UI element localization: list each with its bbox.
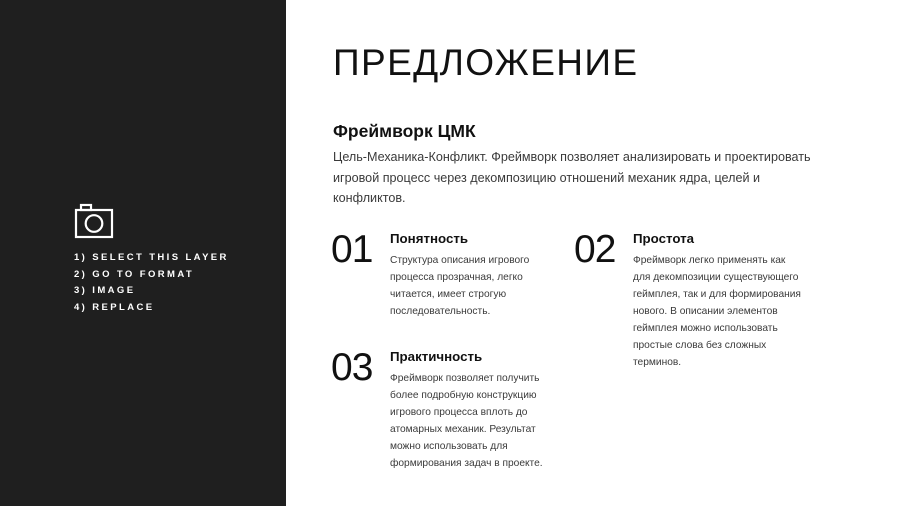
section-subtitle: Фреймворк ЦМК: [333, 121, 476, 141]
feature-number: 02: [574, 228, 616, 271]
placeholder-instructions: [74, 250, 229, 317]
feature-description: Фреймворк легко применять как для декомпозиции существующего геймплея, так и для формирования нового. В описании элементов геймплея можно использовать простые слова без сложных терминов.: [633, 255, 801, 368]
feature-title: Практичность: [390, 349, 483, 364]
page-title: ПРЕДЛОЖЕНИЕ: [333, 42, 639, 83]
image-placeholder-panel[interactable]: [0, 0, 286, 506]
intro-paragraph: Цель-Механика-Конфликт. Фреймворк позволяет анализировать и проектировать игровой процесс через декомпозицию отношений механик ядра, целей и конфликтов.: [333, 150, 811, 205]
feature-description: Структура описания игрового процесса прозрачная, легко читается, имеет строгую последовательность.: [390, 255, 530, 317]
feature-title: Понятность: [390, 231, 469, 246]
feature-number: 01: [331, 228, 373, 271]
feature-description: Фреймворк позволяет получить более подробную конструкцию игрового процесса вплоть до атомарных механик. Результат можно использовать для формирования задач в проекте.: [390, 373, 543, 469]
camera-icon: [74, 203, 114, 239]
instruction-step-4: 4) REPLACE: [74, 302, 155, 314]
feature-title: Простота: [633, 231, 695, 246]
feature-number: 03: [331, 346, 373, 389]
instruction-step-1: 1) SELECT THIS LAYER: [74, 252, 229, 263]
instruction-step-2: 2) GO TO FORMAT: [74, 268, 195, 280]
instruction-step-3: 3) IMAGE: [74, 285, 136, 297]
